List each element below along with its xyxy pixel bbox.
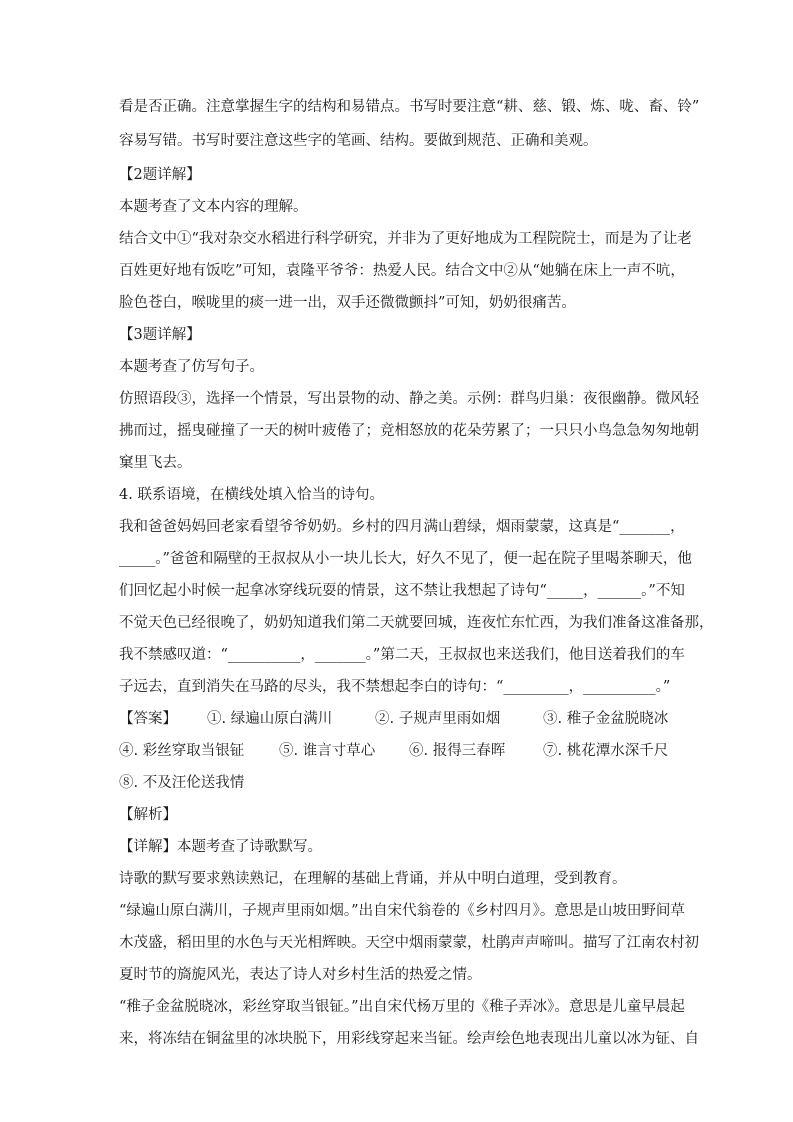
section-heading: 【3题详解】	[119, 327, 201, 343]
text-line: 本题考查了文本内容的理解。	[119, 199, 308, 215]
answer-item: ⑤. 谁言寸草心	[279, 743, 376, 759]
text-line: “稚子金盆脱晓冰，彩丝穿取当银钲。”出自宋代杨万里的《稚子弄冰》。意思是儿童早晨起	[119, 999, 685, 1015]
text-line: 诗歌的默写要求熟读熟记，在理解的基础上背诵，并从中明白道理，受到教育。	[119, 871, 627, 887]
text-line: 拂而过，摇曳碰撞了一天的树叶疲倦了；竞相怒放的花朵劳累了；一只只小鸟急急匆匆地朝	[119, 423, 699, 439]
answer-item: ⑧. 不及汪伦送我情	[119, 775, 245, 791]
question-title: 4. 联系语境，在横线处填入恰当的诗句。	[119, 487, 384, 503]
answer-item: ⑥. 报得三春晖	[409, 743, 506, 759]
text-line: _____。”爸爸和隔壁的王叔叔从小一块儿长大，好久不见了，便一起在院子里喝茶聊天，他	[119, 551, 692, 567]
text-line: 脸色苍白，喉咙里的痰一进一出，双手还微微颤抖”可知，奶奶很痛苦。	[119, 295, 576, 311]
text-line: 仿照语段③，选择一个情景，写出景物的动、静之美。示例：群鸟归巢：夜很幽静。微风轻	[119, 391, 699, 407]
answer-item: ③. 稚子金盆脱晓冰	[543, 711, 669, 727]
text-line: 看是否正确。注意掌握生字的结构和易错点。书写时要注意“耕、慈、锻、炼、咙、畜、铃”	[119, 99, 700, 115]
answer-label: 【答案】	[119, 711, 177, 727]
text-line: 我和爸爸妈妈回老家看望爷爷奶奶。乡村的四月满山碧绿，烟雨蒙蒙，这真是“_______，	[119, 519, 685, 535]
answer-item: ④. 彩丝穿取当银钲	[119, 743, 245, 759]
text-line: 木茂盛，稻田里的水色与天光相辉映。天空中烟雨蒙蒙，杜鹃声声啼叫。描写了江南农村初	[119, 935, 699, 951]
text-line: “绿遍山原白满川，子规声里雨如烟。”出自宋代翁卷的《乡村四月》。意思是山坡田野间草	[119, 903, 685, 919]
text-line: 窠里飞去。	[119, 455, 192, 471]
text-line: 夏时节的旖旎风光，表达了诗人对乡村生活的热爱之情。	[119, 967, 482, 983]
answer-item: ⑦. 桃花潭水深千尺	[543, 743, 669, 759]
answer-item: ①. 绿遍山原白满川	[207, 711, 333, 727]
text-line: 本题考查了仿写句子。	[119, 359, 264, 375]
text-line: 我不禁感叹道：“__________，_______。”第二天，王叔叔也来送我们，他目送着我们的车	[119, 647, 685, 663]
text-line: 容易写错。书写时要注意这些字的笔画、结构。要做到规范、正确和美观。	[119, 133, 598, 149]
section-heading: 【2题详解】	[119, 167, 201, 183]
text-line: 子远去，直到消失在马路的尽头，我不禁想起李白的诗句：“_________，__________。”	[119, 679, 671, 695]
text-line: 不觉天色已经很晚了，奶奶知道我们第二天就要回城，连夜忙东忙西，为我们准备这准备那，	[119, 615, 714, 631]
text-line: 们回忆起小时候一起拿冰穿线玩耍的情景，这不禁让我想起了诗句“_____，______。”不知	[119, 583, 685, 599]
section-heading: 【解析】	[119, 807, 177, 823]
answer-item: ②. 子规声里雨如烟	[375, 711, 501, 727]
text-line: 来，将冻结在铜盆里的冰块脱下，用彩线穿起来当钲。绘声绘色地表现出儿童以冰为钲、自	[119, 1031, 699, 1047]
text-line: 百姓更好地有饭吃”可知，袁隆平爷爷：热爱人民。结合文中②从“她躺在床上一声不吭，	[119, 263, 685, 279]
text-line: 结合文中①“我对杂交水稻进行科学研究，并非为了更好地成为工程院院士，而是为了让老	[119, 231, 692, 247]
text-line: 【详解】本题考查了诗歌默写。	[119, 839, 322, 855]
